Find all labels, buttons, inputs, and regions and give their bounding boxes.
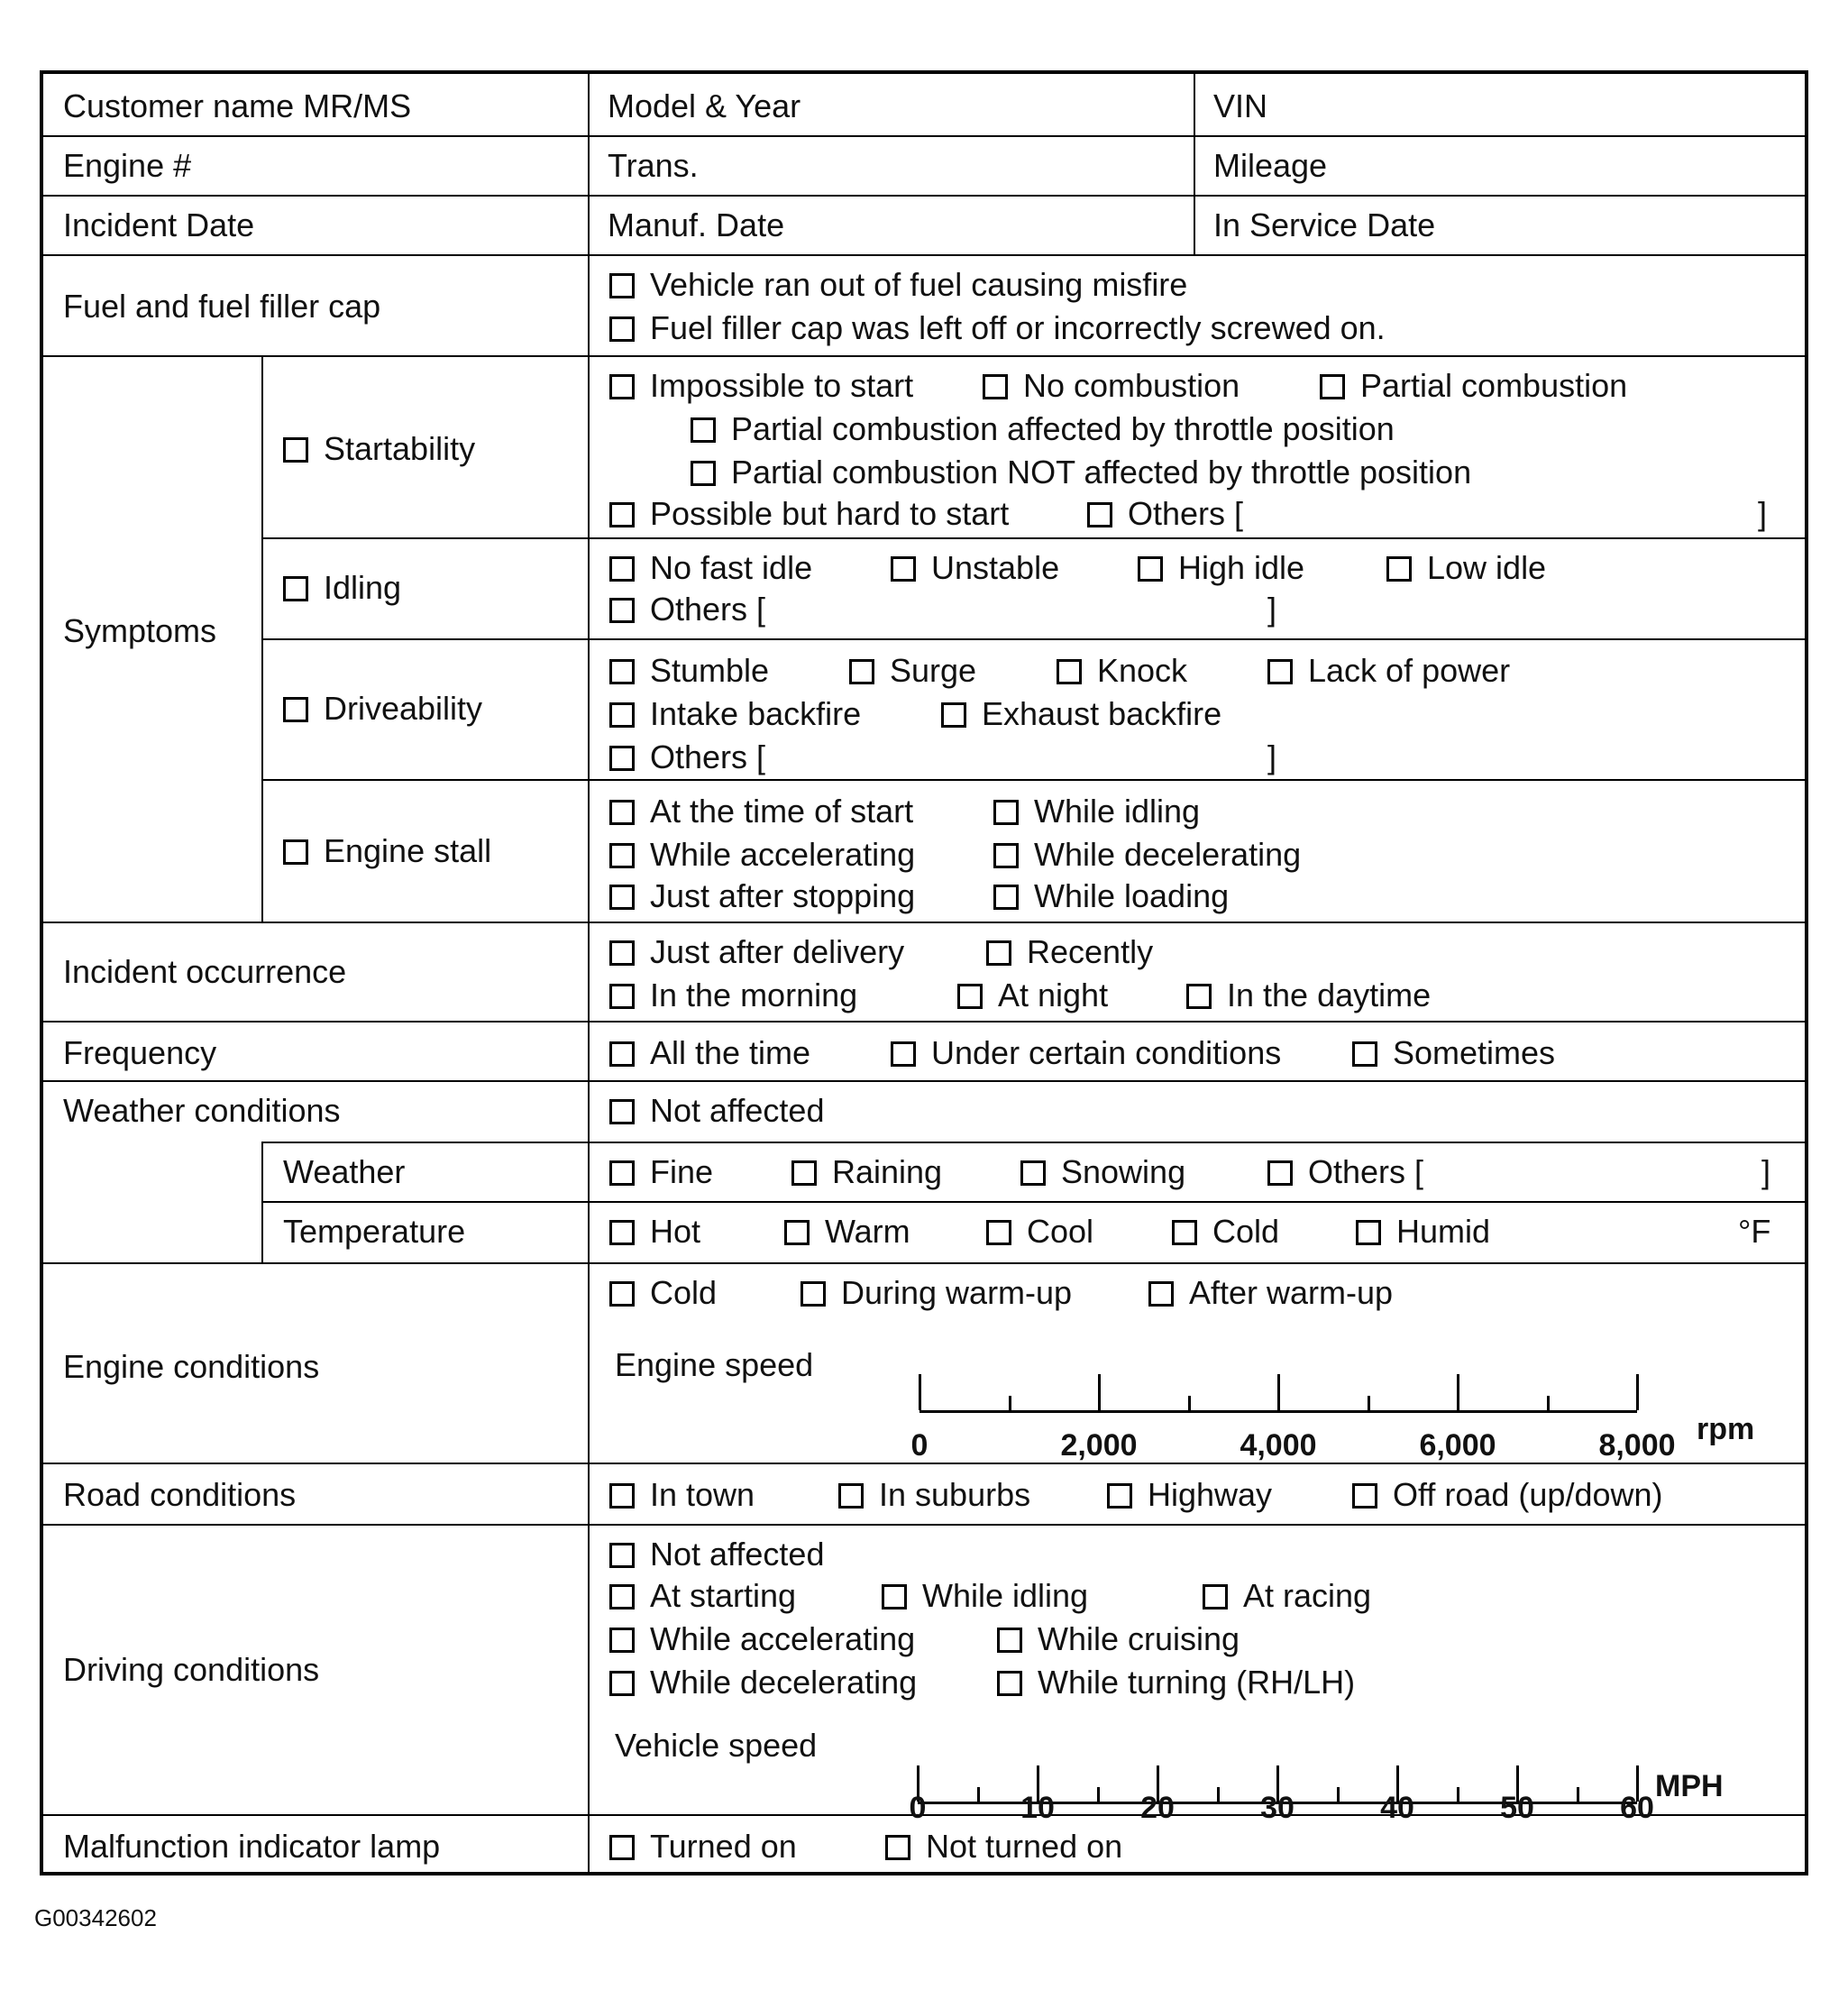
checkbox-box[interactable] bbox=[609, 1483, 635, 1509]
idling-checkbox[interactable]: Idling bbox=[283, 570, 401, 606]
row-divider bbox=[43, 254, 1805, 256]
fuel-cap-left-off-checkbox[interactable]: Fuel filler cap was left off or incorrectly screwed on. bbox=[609, 310, 1386, 346]
engine-cold-checkbox[interactable]: Cold bbox=[609, 1275, 717, 1311]
checkbox-box[interactable] bbox=[1020, 1160, 1046, 1186]
low-idle-checkbox[interactable]: Low idle bbox=[1386, 550, 1546, 586]
row-divider bbox=[261, 537, 1805, 539]
engine-speed-unit: rpm bbox=[1697, 1412, 1755, 1446]
unstable-idle-checkbox[interactable]: Unstable bbox=[891, 550, 1059, 586]
knock-checkbox[interactable]: Knock bbox=[1057, 653, 1187, 689]
checkbox-box[interactable] bbox=[993, 800, 1019, 825]
engine-speed-scale-minor-tick bbox=[1188, 1396, 1191, 1410]
vehicle-speed-scale-tick-label: 60 bbox=[1620, 1791, 1654, 1825]
partial-combustion-throttle-checkbox[interactable]: Partial combustion affected by throttle position bbox=[691, 411, 1395, 447]
diagnosis-questionnaire-form bbox=[40, 70, 1808, 1875]
vehicle-speed-scale-minor-tick bbox=[1337, 1787, 1340, 1802]
checkbox-box[interactable] bbox=[609, 659, 635, 684]
row-divider bbox=[43, 135, 1805, 137]
startability-checkbox[interactable]: Startability bbox=[283, 431, 475, 467]
checkbox-box[interactable] bbox=[1203, 1584, 1228, 1609]
temperature-warm-checkbox[interactable]: Warm bbox=[784, 1214, 910, 1250]
startability-others-checkbox[interactable]: Others [ bbox=[1087, 496, 1243, 532]
engine-number-label: Engine # bbox=[63, 147, 192, 184]
high-idle-checkbox[interactable]: High idle bbox=[1138, 550, 1304, 586]
temperature-cold-checkbox[interactable]: Cold bbox=[1172, 1214, 1279, 1250]
checkbox-box[interactable] bbox=[609, 1099, 635, 1124]
checkbox-box[interactable] bbox=[1138, 556, 1163, 582]
highway-checkbox[interactable]: Highway bbox=[1107, 1477, 1272, 1513]
checkbox-box[interactable] bbox=[1172, 1220, 1197, 1245]
driveability-others-checkbox[interactable]: Others [ bbox=[609, 739, 765, 775]
engine-speed-scale-tick-label: 8,000 bbox=[1598, 1428, 1676, 1463]
no-combustion-checkbox[interactable]: No combustion bbox=[983, 368, 1240, 404]
checkbox-box[interactable] bbox=[993, 885, 1019, 910]
malfunction-indicator-lamp-label: Malfunction indicator lamp bbox=[63, 1828, 441, 1865]
row-divider bbox=[43, 195, 1805, 197]
figure-code: G00342602 bbox=[34, 1904, 157, 1931]
checkbox-box[interactable] bbox=[885, 1835, 910, 1860]
checkbox-box[interactable] bbox=[1267, 659, 1293, 684]
row-divider bbox=[43, 355, 1805, 357]
vehicle-speed-scale-tick-label: 30 bbox=[1260, 1791, 1295, 1825]
temperature-unit-label: °F bbox=[1738, 1213, 1771, 1250]
checkbox-box[interactable] bbox=[609, 502, 635, 527]
engine-speed-scale-minor-tick bbox=[1009, 1396, 1011, 1410]
driveability-others-close-bracket: ] bbox=[1267, 738, 1277, 775]
checkbox-box[interactable] bbox=[1186, 984, 1212, 1009]
driving-while-idling-checkbox[interactable]: While idling bbox=[882, 1578, 1088, 1614]
column-divider bbox=[1194, 74, 1195, 254]
stall-while-decelerating-checkbox[interactable]: While decelerating bbox=[993, 837, 1301, 873]
weather-conditions-label: Weather conditions bbox=[63, 1092, 341, 1129]
checkbox-box[interactable] bbox=[1356, 1220, 1381, 1245]
checkbox-box[interactable] bbox=[1352, 1041, 1377, 1067]
mil-turned-on-checkbox[interactable]: Turned on bbox=[609, 1829, 797, 1865]
checkbox-box[interactable] bbox=[609, 885, 635, 910]
all-the-time-checkbox[interactable]: All the time bbox=[609, 1035, 810, 1071]
stall-while-idling-checkbox[interactable]: While idling bbox=[993, 793, 1200, 830]
checkbox-box[interactable] bbox=[1107, 1483, 1132, 1509]
transmission-label: Trans. bbox=[608, 147, 699, 184]
incident-occurrence-label: Incident occurrence bbox=[63, 953, 347, 990]
driving-while-accelerating-checkbox[interactable]: While accelerating bbox=[609, 1621, 915, 1657]
stumble-checkbox[interactable]: Stumble bbox=[609, 653, 769, 689]
surge-checkbox[interactable]: Surge bbox=[849, 653, 976, 689]
weather-fine-checkbox[interactable]: Fine bbox=[609, 1154, 713, 1190]
checkbox-box[interactable] bbox=[791, 1160, 817, 1186]
frequency-label: Frequency bbox=[63, 1034, 217, 1071]
checkbox-box[interactable] bbox=[609, 1160, 635, 1186]
engine-stall-checkbox[interactable]: Engine stall bbox=[283, 833, 491, 869]
checkbox-box[interactable] bbox=[691, 461, 716, 486]
hard-to-start-checkbox[interactable]: Possible but hard to start bbox=[609, 496, 1009, 532]
column-divider bbox=[261, 355, 263, 922]
model-year-label: Model & Year bbox=[608, 87, 801, 124]
engine-speed-label: Engine speed bbox=[615, 1346, 814, 1383]
checkbox-box[interactable] bbox=[983, 374, 1008, 399]
checkbox-box[interactable] bbox=[609, 1220, 635, 1245]
checkbox-box[interactable] bbox=[891, 556, 916, 582]
checkbox-box[interactable] bbox=[609, 316, 635, 342]
in-the-daytime-checkbox[interactable]: In the daytime bbox=[1186, 977, 1431, 1013]
checkbox-box[interactable] bbox=[283, 697, 308, 722]
customer-name-label: Customer name MR/MS bbox=[63, 87, 412, 124]
row-divider bbox=[43, 1262, 1805, 1264]
checkbox-box[interactable] bbox=[1352, 1483, 1377, 1509]
weather-label: Weather bbox=[283, 1153, 406, 1190]
vehicle-speed-scale-minor-tick bbox=[1577, 1787, 1579, 1802]
weather-snowing-checkbox[interactable]: Snowing bbox=[1020, 1154, 1185, 1190]
checkbox-box[interactable] bbox=[1267, 1160, 1293, 1186]
checkbox-box[interactable] bbox=[986, 940, 1011, 966]
vehicle-speed-scale-tick-label: 50 bbox=[1500, 1791, 1534, 1825]
checkbox-box[interactable] bbox=[609, 843, 635, 868]
checkbox-box[interactable] bbox=[1148, 1281, 1174, 1307]
while-cruising-checkbox[interactable]: While cruising bbox=[997, 1621, 1240, 1657]
checkbox-box[interactable] bbox=[691, 417, 716, 443]
row-divider bbox=[43, 1463, 1805, 1464]
vehicle-speed-scale-minor-tick bbox=[977, 1787, 980, 1802]
engine-speed-scale-tick-label: 6,000 bbox=[1419, 1428, 1496, 1463]
checkbox-box[interactable] bbox=[609, 940, 635, 966]
checkbox-box[interactable] bbox=[1386, 556, 1412, 582]
under-certain-conditions-checkbox[interactable]: Under certain conditions bbox=[891, 1035, 1281, 1071]
weather-others-close-bracket: ] bbox=[1761, 1153, 1771, 1190]
checkbox-box[interactable] bbox=[283, 839, 308, 865]
row-divider bbox=[43, 1080, 1805, 1082]
engine-speed-scale-major-tick bbox=[919, 1374, 921, 1410]
vehicle-speed-scale-tick-label: 20 bbox=[1140, 1791, 1175, 1825]
stall-after-stopping-checkbox[interactable]: Just after stopping bbox=[609, 878, 915, 914]
row-divider bbox=[261, 1201, 1805, 1203]
checkbox-box[interactable] bbox=[609, 598, 635, 623]
engine-speed-scale-major-tick bbox=[1277, 1374, 1280, 1410]
weather-others-checkbox[interactable]: Others [ bbox=[1267, 1154, 1423, 1190]
vehicle-speed-label: Vehicle speed bbox=[615, 1727, 818, 1764]
checkbox-box[interactable] bbox=[1057, 659, 1082, 684]
idling-others-close-bracket: ] bbox=[1267, 591, 1277, 628]
startability-others-close-bracket: ] bbox=[1758, 495, 1768, 532]
checkbox-box[interactable] bbox=[609, 1281, 635, 1307]
driving-not-affected-checkbox[interactable]: Not affected bbox=[609, 1536, 824, 1573]
checkbox-box[interactable] bbox=[283, 576, 308, 601]
checkbox-box[interactable] bbox=[997, 1628, 1022, 1653]
vin-label: VIN bbox=[1213, 87, 1268, 124]
sometimes-checkbox[interactable]: Sometimes bbox=[1352, 1035, 1555, 1071]
row-divider bbox=[43, 1524, 1805, 1526]
temperature-humid-checkbox[interactable]: Humid bbox=[1356, 1214, 1490, 1250]
intake-backfire-checkbox[interactable]: Intake backfire bbox=[609, 696, 861, 732]
idling-others-checkbox[interactable]: Others [ bbox=[609, 591, 765, 628]
at-racing-checkbox[interactable]: At racing bbox=[1203, 1578, 1371, 1614]
in-town-checkbox[interactable]: In town bbox=[609, 1477, 755, 1513]
at-starting-checkbox[interactable]: At starting bbox=[609, 1578, 796, 1614]
at-night-checkbox[interactable]: At night bbox=[957, 977, 1108, 1013]
checkbox-box[interactable] bbox=[941, 702, 966, 728]
weather-not-affected-checkbox[interactable]: Not affected bbox=[609, 1093, 824, 1129]
fuel-section-label: Fuel and fuel filler cap bbox=[63, 288, 381, 325]
checkbox-box[interactable] bbox=[957, 984, 983, 1009]
temperature-cool-checkbox[interactable]: Cool bbox=[986, 1214, 1093, 1250]
manufacture-date-label: Manuf. Date bbox=[608, 206, 785, 243]
checkbox-box[interactable] bbox=[993, 843, 1019, 868]
checkbox-box[interactable] bbox=[1320, 374, 1345, 399]
vehicle-speed-scale-minor-tick bbox=[1097, 1787, 1100, 1802]
row-divider bbox=[261, 779, 1805, 781]
checkbox-box[interactable] bbox=[609, 1041, 635, 1067]
vehicle-speed-scale-tick-label: 0 bbox=[909, 1791, 927, 1825]
checkbox-box[interactable] bbox=[609, 1543, 635, 1568]
vehicle-speed-scale-minor-tick bbox=[1217, 1787, 1220, 1802]
temperature-label: Temperature bbox=[283, 1213, 466, 1250]
vehicle-speed-scale-tick-label: 40 bbox=[1380, 1791, 1414, 1825]
symptoms-label: Symptoms bbox=[63, 612, 217, 649]
in-suburbs-checkbox[interactable]: In suburbs bbox=[838, 1477, 1030, 1513]
checkbox-box[interactable] bbox=[849, 659, 874, 684]
checkbox-box[interactable] bbox=[800, 1281, 826, 1307]
row-divider bbox=[261, 638, 1805, 640]
driving-while-decelerating-checkbox[interactable]: While decelerating bbox=[609, 1664, 917, 1701]
engine-speed-scale-major-tick bbox=[1636, 1374, 1639, 1410]
weather-raining-checkbox[interactable]: Raining bbox=[791, 1154, 942, 1190]
engine-speed-scale-tick-label: 2,000 bbox=[1060, 1428, 1138, 1463]
engine-speed-scale-minor-tick bbox=[1547, 1396, 1550, 1410]
incident-date-label: Incident Date bbox=[63, 206, 255, 243]
road-conditions-label: Road conditions bbox=[63, 1476, 297, 1513]
checkbox-box[interactable] bbox=[891, 1041, 916, 1067]
checkbox-box[interactable] bbox=[609, 1671, 635, 1696]
checkbox-box[interactable] bbox=[609, 556, 635, 582]
checkbox-box[interactable] bbox=[609, 800, 635, 825]
stall-while-accelerating-checkbox[interactable]: While accelerating bbox=[609, 837, 915, 873]
engine-speed-scale-major-tick bbox=[1098, 1374, 1101, 1410]
checkbox-box[interactable] bbox=[609, 1628, 635, 1653]
checkbox-box[interactable] bbox=[784, 1220, 810, 1245]
checkbox-box[interactable] bbox=[609, 746, 635, 771]
engine-speed-scale-tick-label: 0 bbox=[910, 1428, 929, 1463]
engine-speed-scale-minor-tick bbox=[1368, 1396, 1370, 1410]
checkbox-box[interactable] bbox=[609, 984, 635, 1009]
checkbox-box[interactable] bbox=[609, 374, 635, 399]
driveability-checkbox[interactable]: Driveability bbox=[283, 691, 482, 727]
partial-combustion-not-throttle-checkbox[interactable]: Partial combustion NOT affected by throttle position bbox=[691, 454, 1471, 491]
row-divider bbox=[43, 1021, 1805, 1023]
during-warm-up-checkbox[interactable]: During warm-up bbox=[800, 1275, 1072, 1311]
recently-checkbox[interactable]: Recently bbox=[986, 934, 1153, 970]
checkbox-box[interactable] bbox=[609, 273, 635, 298]
engine-speed-scale-tick-label: 4,000 bbox=[1240, 1428, 1317, 1463]
row-divider bbox=[43, 922, 1805, 923]
checkbox-box[interactable] bbox=[609, 1584, 635, 1609]
engine-speed-scale-baseline bbox=[919, 1410, 1637, 1413]
vehicle-speed-scale-tick-label: 10 bbox=[1020, 1791, 1055, 1825]
vehicle-speed-scale-minor-tick bbox=[1457, 1787, 1459, 1802]
checkbox-box[interactable] bbox=[609, 702, 635, 728]
stall-while-loading-checkbox[interactable]: While loading bbox=[993, 878, 1229, 914]
checkbox-box[interactable] bbox=[997, 1671, 1022, 1696]
mileage-label: Mileage bbox=[1213, 147, 1328, 184]
checkbox-box[interactable] bbox=[882, 1584, 907, 1609]
engine-conditions-label: Engine conditions bbox=[63, 1348, 320, 1385]
driving-conditions-label: Driving conditions bbox=[63, 1651, 320, 1688]
partial-combustion-checkbox[interactable]: Partial combustion bbox=[1320, 368, 1627, 404]
off-road-checkbox[interactable]: Off road (up/down) bbox=[1352, 1477, 1663, 1513]
checkbox-box[interactable] bbox=[986, 1220, 1011, 1245]
after-warm-up-checkbox[interactable]: After warm-up bbox=[1148, 1275, 1393, 1311]
checkbox-box[interactable] bbox=[1087, 502, 1112, 527]
mil-not-turned-on-checkbox[interactable]: Not turned on bbox=[885, 1829, 1122, 1865]
just-after-delivery-checkbox[interactable]: Just after delivery bbox=[609, 934, 904, 970]
engine-speed-scale-major-tick bbox=[1457, 1374, 1459, 1410]
lack-of-power-checkbox[interactable]: Lack of power bbox=[1267, 653, 1510, 689]
column-divider bbox=[261, 1142, 263, 1262]
checkbox-box[interactable] bbox=[838, 1483, 864, 1509]
row-divider bbox=[261, 1142, 1805, 1143]
in-the-morning-checkbox[interactable]: In the morning bbox=[609, 977, 857, 1013]
stall-at-start-checkbox[interactable]: At the time of start bbox=[609, 793, 913, 830]
while-turning-checkbox[interactable]: While turning (RH/LH) bbox=[997, 1664, 1355, 1701]
exhaust-backfire-checkbox[interactable]: Exhaust backfire bbox=[941, 696, 1221, 732]
impossible-to-start-checkbox[interactable]: Impossible to start bbox=[609, 368, 913, 404]
temperature-hot-checkbox[interactable]: Hot bbox=[609, 1214, 700, 1250]
checkbox-box[interactable] bbox=[283, 437, 308, 463]
vehicle-speed-unit: MPH bbox=[1655, 1769, 1724, 1803]
column-divider bbox=[588, 74, 590, 1875]
no-fast-idle-checkbox[interactable]: No fast idle bbox=[609, 550, 812, 586]
in-service-date-label: In Service Date bbox=[1213, 206, 1436, 243]
fuel-ran-out-checkbox[interactable]: Vehicle ran out of fuel causing misfire bbox=[609, 267, 1187, 303]
checkbox-box[interactable] bbox=[609, 1835, 635, 1860]
